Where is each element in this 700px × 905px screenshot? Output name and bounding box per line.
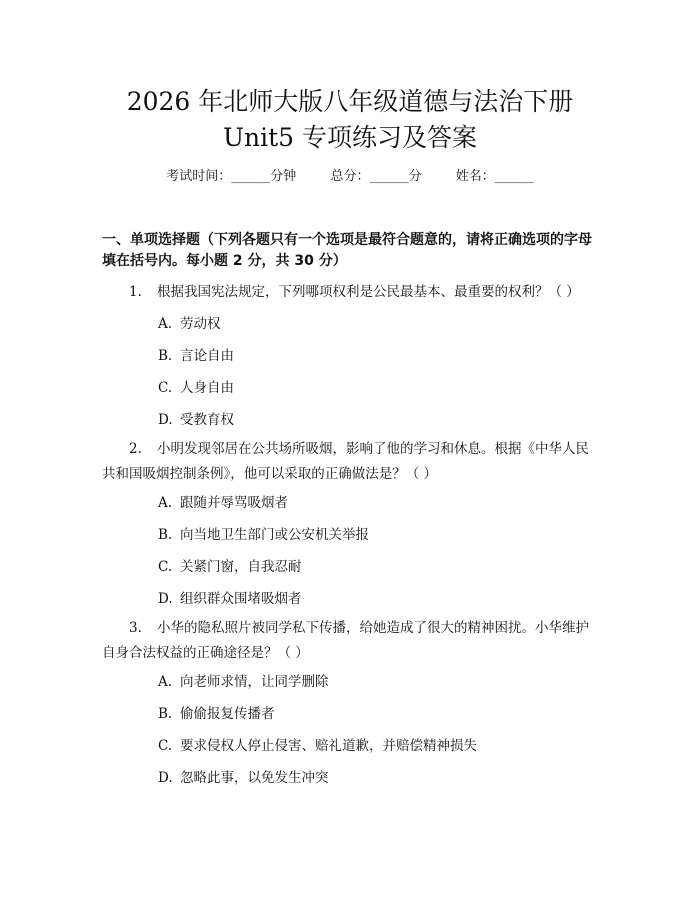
question-stem: 根据我国宪法规定，下列哪项权利是公民最基本、最重要的权利？（ ） <box>157 284 580 300</box>
question-2-option-a <box>158 493 288 513</box>
document-title-line1: 2026 年北师大版八年级道德与法治下册 <box>126 87 574 116</box>
question-number: 3. <box>129 620 142 636</box>
question-2-option-c <box>158 557 302 577</box>
question-1-option-a <box>158 314 221 334</box>
option-label: A. <box>158 316 173 332</box>
question-1-option-d <box>158 410 234 430</box>
question-1-option-c <box>158 378 234 398</box>
exam-score-field: 总分：______分 <box>330 169 422 184</box>
question-1-option-b <box>158 346 234 366</box>
question-3-option-a <box>158 672 329 692</box>
option-label: D. <box>158 770 173 786</box>
option-text: 向老师求情，让同学删除 <box>180 674 329 690</box>
section-heading-single-choice: 一、单项选择题（下列各题只有一个选项是最符合题意的，请将正确选项的字母填在括号内。每小题 2 分，共 30 分） <box>102 232 592 269</box>
document-title-line2: Unit5 专项练习及答案 <box>222 123 478 152</box>
option-text: 劳动权 <box>180 316 221 332</box>
option-text: 人身自由 <box>180 380 234 396</box>
question-1 <box>102 280 602 305</box>
option-text: 组织群众围堵吸烟者 <box>180 591 302 607</box>
option-label: C. <box>158 559 173 575</box>
option-label: B. <box>158 527 173 543</box>
option-text: 向当地卫生部门或公安机关举报 <box>180 527 369 543</box>
question-stem: 小明发现邻居在公共场所吸烟，影响了他的学习和休息。根据《中华人民共和国吸烟控制条例》，他可以采取的正确做法是？（ ） <box>102 441 589 482</box>
exam-meta <box>0 168 700 186</box>
option-label: A. <box>158 495 173 511</box>
option-text: 要求侵权人停止侵害、赔礼道歉，并赔偿精神损失 <box>180 738 477 754</box>
option-label: D. <box>158 412 173 428</box>
question-3-option-c <box>158 736 477 756</box>
option-text: 跟随并辱骂吸烟者 <box>180 495 288 511</box>
option-label: C. <box>158 738 173 754</box>
option-label: D. <box>158 591 173 607</box>
option-text: 偷偷报复传播者 <box>180 706 275 722</box>
question-number: 2. <box>129 441 142 457</box>
option-text: 言论自由 <box>180 348 234 364</box>
option-label: B. <box>158 348 173 364</box>
exam-time-field: 考试时间：______分钟 <box>166 169 297 184</box>
question-2 <box>102 437 602 487</box>
question-3-option-b <box>158 704 275 724</box>
question-2-option-d <box>158 589 302 609</box>
question-3 <box>102 616 602 666</box>
student-name-field: 姓名：______ <box>455 169 534 184</box>
option-text: 关紧门窗，自我忍耐 <box>180 559 302 575</box>
question-stem: 小华的隐私照片被同学私下传播，给她造成了很大的精神困扰。小华维护自身合法权益的正确途径是？（ ） <box>102 620 589 661</box>
option-text: 受教育权 <box>180 412 234 428</box>
option-label: B. <box>158 706 173 722</box>
option-label: A. <box>158 674 173 690</box>
option-text: 忽略此事，以免发生冲突 <box>180 770 329 786</box>
question-number: 1. <box>129 284 142 300</box>
question-2-option-b <box>158 525 369 545</box>
option-label: C. <box>158 380 173 396</box>
question-3-option-d <box>158 768 329 788</box>
